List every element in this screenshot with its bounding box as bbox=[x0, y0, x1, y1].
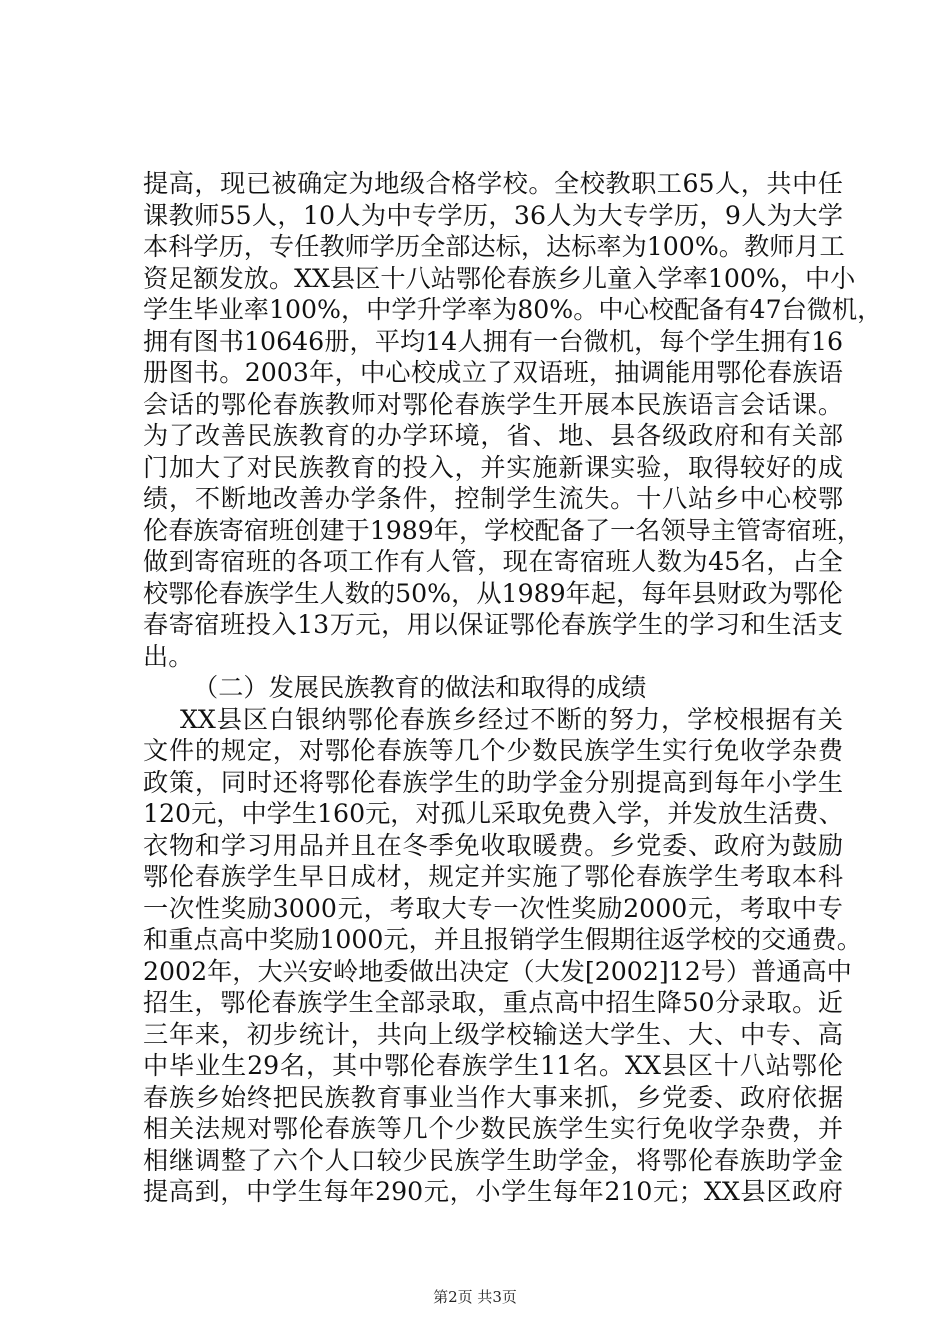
body-line: 做到寄宿班的各项工作有人管，现在寄宿班人数为45名，占全 bbox=[143, 547, 843, 576]
body-line: 相继调整了六个人口较少民族学生助学金，将鄂伦春族助学金 bbox=[143, 1145, 843, 1175]
body-line: 2002年，大兴安岭地委做出决定（大发[2002]12号）普通高中 bbox=[143, 956, 852, 986]
body-line: 中毕业生29名，其中鄂伦春族学生11名。XX县区十八站鄂伦 bbox=[143, 1051, 843, 1080]
body-line: 学生毕业率100%，中学升学率为80%。中心校配备有47台微机， bbox=[143, 295, 883, 324]
body-line: 相关法规对鄂伦春族等几个少数民族学生实行免收学杂费，并 bbox=[143, 1114, 843, 1143]
body-line: 拥有图书10646册，平均14人拥有一台微机，每个学生拥有16 bbox=[143, 326, 843, 356]
body-line: 文件的规定，对鄂伦春族等几个少数民族学生实行免收学杂费 bbox=[143, 736, 843, 765]
page-number-label: 第2页 共3页 bbox=[433, 1288, 517, 1306]
body-line: 为了改善民族教育的办学环境，省、地、县各级政府和有关部 bbox=[143, 421, 843, 450]
body-line: 春寄宿班投入13万元，用以保证鄂伦春族学生的学习和生活支 bbox=[143, 610, 843, 639]
document-body bbox=[143, 168, 883, 1208]
body-line: 校鄂伦春族学生人数的50%，从1989年起，每年县财政为鄂伦 bbox=[143, 578, 843, 608]
body-line: 鄂伦春族学生早日成材，规定并实施了鄂伦春族学生考取本科 bbox=[143, 862, 843, 891]
body-line: 会话的鄂伦春族教师对鄂伦春族学生开展本民族语言会话课。 bbox=[143, 389, 843, 419]
body-line: 本科学历，专任教师学历全部达标，达标率为100%。教师月工 bbox=[143, 232, 845, 261]
body-line: 册图书。2003年，中心校成立了双语班，抽调能用鄂伦春族语 bbox=[143, 358, 843, 387]
section-heading: （二）发展民族教育的做法和取得的成绩 bbox=[193, 673, 647, 702]
body-line: 招生，鄂伦春族学生全部录取，重点高中招生降50分录取。近 bbox=[143, 988, 843, 1017]
body-line: 和重点高中奖励1000元，并且报销学生假期往返学校的交通费。 bbox=[143, 925, 862, 954]
body-line: 出。 bbox=[143, 641, 194, 671]
body-line: 绩，不断地改善办学条件，控制学生流失。十八站乡中心校鄂 bbox=[143, 484, 843, 513]
body-line: XX县区白银纳鄂伦春族乡经过不断的努力，学校根据有关 bbox=[180, 704, 843, 734]
page-footer bbox=[0, 1287, 950, 1307]
body-line: 提高到，中学生每年290元，小学生每年210元；XX县区政府 bbox=[143, 1177, 843, 1206]
body-line: 一次性奖励3000元，考取大专一次性奖励2000元，考取中专 bbox=[143, 893, 843, 923]
body-line: 衣物和学习用品并且在冬季免收取暖费。乡党委、政府为鼓励 bbox=[143, 830, 843, 860]
body-line: 三年来，初步统计，共向上级学校输送大学生、大、中专、高 bbox=[143, 1019, 843, 1049]
body-line: 门加大了对民族教育的投入，并实施新课实验，取得较好的成 bbox=[143, 452, 843, 482]
body-line: 提高，现已被确定为地级合格学校。全校教职工65人，共中任 bbox=[143, 169, 843, 198]
body-line: 政策，同时还将鄂伦春族学生的助学金分别提高到每年小学生 bbox=[143, 767, 843, 797]
body-line: 120元，中学生160元，对孤儿采取免费入学，并发放生活费、 bbox=[143, 799, 844, 828]
body-line: 伦春族寄宿班创建于1989年，学校配备了一名领导主管寄宿班， bbox=[143, 515, 862, 545]
body-line: 春族乡始终把民族教育事业当作大事来抓，乡党委、政府依据 bbox=[143, 1082, 843, 1112]
body-line: 课教师55人，10人为中专学历，36人为大专学历，9人为大学 bbox=[143, 200, 843, 230]
body-line: 资足额发放。XX县区十八站鄂伦春族乡儿童入学率100%，中小 bbox=[143, 263, 856, 293]
